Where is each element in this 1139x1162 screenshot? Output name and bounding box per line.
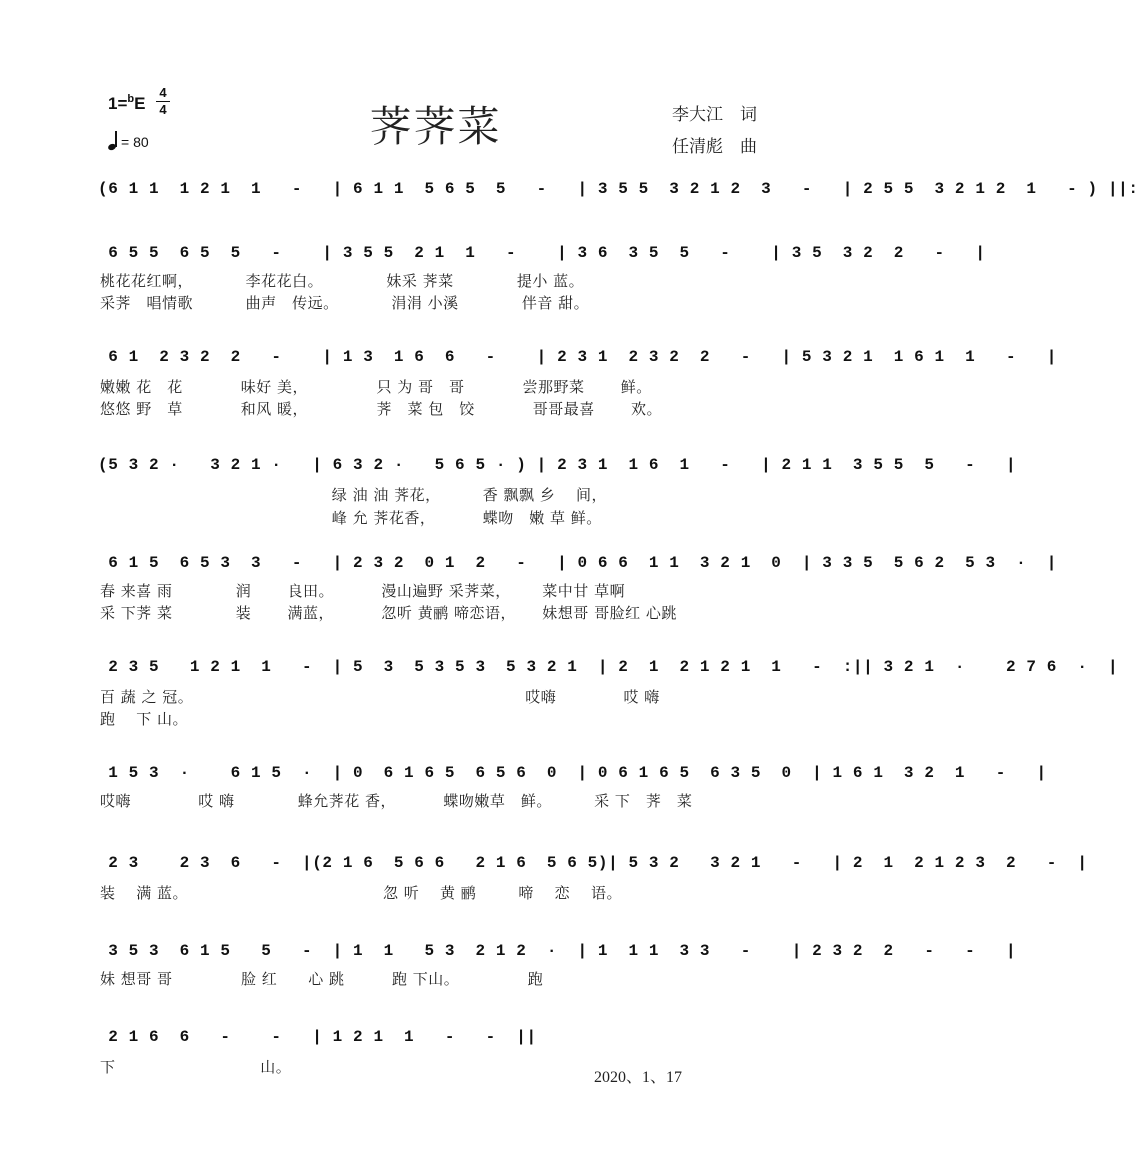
lyric-line: 跑 下 山。 <box>100 710 189 728</box>
staff-line-2: 6 5 5 6 5 5 - | 3 5 5 2 1 1 - | 3 6 3 5 5 - | 3 5 3 2 2 - | <box>98 244 986 262</box>
tempo-value: = 80 <box>121 134 149 150</box>
lyric-line: 妹 想哥 哥 脸 红 心 跳 跑 下山。 跑 <box>100 970 544 988</box>
meter-bottom: 4 <box>159 102 167 117</box>
key-note: E <box>134 94 146 113</box>
key-prefix: 1= <box>108 94 128 113</box>
staff-line-5: 6 1 5 6 5 3 3 - | 2 3 2 0 1 2 - | 0 6 6 1 1 3 2 1 0 | 3 3 5 5 6 2 5 3 · | <box>98 554 1057 572</box>
lyric-line: 春 来喜 雨 润 良田。 漫山遍野 采荠菜， 菜中甘 草啊 <box>100 582 626 600</box>
staff-line-8: 2 3 2 3 6 - |(2 1 6 5 6 6 2 1 6 5 6 5)| 5 3 2 3 2 1 - | 2 1 2 1 2 3 2 - | <box>98 854 1088 872</box>
staff-line-3: 6 1 2 3 2 2 - | 1 3 1 6 6 - | 2 3 1 2 3 2 2 - | 5 3 2 1 1 6 1 1 - | <box>98 348 1057 366</box>
lyric-line: 哎嗨 哎 嗨 蜂允荠花 香， 蝶吻嫩草 鲜。 采 下 荠 菜 <box>100 792 693 810</box>
staff-line-1: (6 1 1 1 2 1 1 - | 6 1 1 5 6 5 5 - | 3 5 5 3 2 1 2 3 - | 2 5 5 3 2 1 2 1 - ) ||: <box>98 180 1139 198</box>
staff-line-4: (5 3 2 · 3 2 1 · | 6 3 2 · 5 6 5 · ) | 2 3 1 1 6 1 - | 2 1 1 3 5 5 5 - | <box>98 456 1017 474</box>
lyric-line: 桃花花红啊， 李花花白。 妹采 荠菜 提小 蓝。 <box>100 272 585 290</box>
lyricist-credit: 李大江 词 <box>672 105 757 124</box>
lyric-line: 绿 油 油 荠花， 香 飘飘 乡 间， <box>100 486 608 504</box>
lyric-line: 采 下荠 菜 装 满蓝， 忽听 黄鹂 啼恋语， 妹想哥 哥脸红 心跳 <box>100 604 677 622</box>
key-flat: b <box>127 93 135 105</box>
staff-line-10: 2 1 6 6 - - | 1 2 1 1 - - || <box>98 1028 537 1046</box>
composition-date: 2020、1、17 <box>594 1069 683 1086</box>
composer-credit: 任清彪 曲 <box>672 137 757 156</box>
lyric-line: 百 蔬 之 冠。 哎嗨 哎 嗨 <box>100 688 660 706</box>
meter-top: 4 <box>159 85 167 100</box>
song-title: 荠荠菜 <box>369 105 502 151</box>
lyric-line: 采荠 唱情歌 曲声 传远。 涓涓 小溪 伴音 甜。 <box>100 294 590 312</box>
lyric-line: 悠悠 野 草 和风 暖， 荠 菜 包 饺 哥哥最喜 欢。 <box>100 400 662 418</box>
lyric-line: 下 山。 <box>100 1058 292 1076</box>
staff-line-9: 3 5 3 6 1 5 5 - | 1 1 5 3 2 1 2 · | 1 1 1 3 3 - | 2 3 2 2 - - | <box>98 942 1017 960</box>
lyric-line: 装 满 蓝。 忽 听 黄 鹂 啼 恋 语。 <box>100 884 622 902</box>
staff-line-6: 2 3 5 1 2 1 1 - | 5 3 5 3 5 3 5 3 2 1 | 2 1 2 1 2 1 1 - :|| 3 2 1 · 2 7 6 · | <box>98 658 1119 676</box>
staff-line-7: 1 5 3 · 6 1 5 · | 0 6 1 6 5 6 5 6 0 | 0 6 1 6 5 6 3 5 0 | 1 6 1 3 2 1 - | <box>98 764 1047 782</box>
lyric-line: 嫩嫩 花 花 味好 美， 只 为 哥 哥 尝那野菜 鲜。 <box>100 378 652 396</box>
lyric-line: 峰 允 荠花香， 蝶吻 嫩 草 鲜。 <box>100 509 602 527</box>
